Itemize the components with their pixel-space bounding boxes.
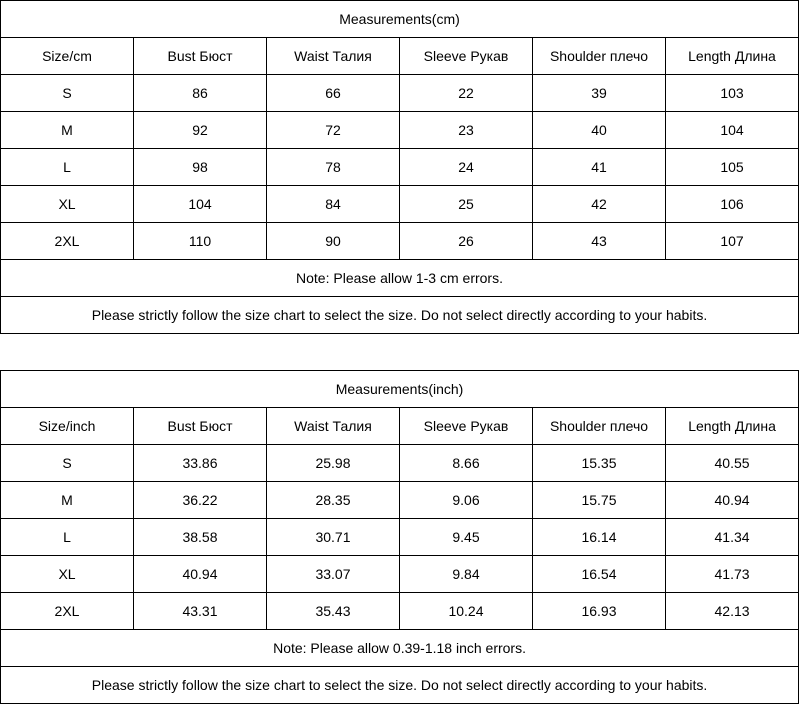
cell-length: 40.94	[666, 482, 799, 519]
table-header-row	[1, 38, 799, 75]
cell-sleeve: 25	[400, 186, 533, 223]
cell-bust: 110	[134, 223, 267, 260]
cell-waist: 30.71	[267, 519, 400, 556]
cell-shoulder: 16.93	[533, 593, 666, 630]
table-row	[1, 223, 799, 260]
cell-bust: 40.94	[134, 556, 267, 593]
cell-length: 41.73	[666, 556, 799, 593]
cell-shoulder: 39	[533, 75, 666, 112]
cell-size: S	[1, 75, 134, 112]
cell-bust: 33.86	[134, 445, 267, 482]
header-size: Size/cm	[1, 38, 134, 75]
cell-bust: 104	[134, 186, 267, 223]
header-bust: Bust Бюст	[134, 38, 267, 75]
table-instruction: Please strictly follow the size chart to select the size. Do not select directly according to your habits.	[1, 297, 799, 334]
cell-bust: 86	[134, 75, 267, 112]
table-note: Note: Please allow 1-3 cm errors.	[1, 260, 799, 297]
header-waist: Waist Талия	[267, 38, 400, 75]
cell-sleeve: 10.24	[400, 593, 533, 630]
cell-length: 104	[666, 112, 799, 149]
cell-waist: 28.35	[267, 482, 400, 519]
header-sleeve: Sleeve Рукав	[400, 408, 533, 445]
cell-bust: 38.58	[134, 519, 267, 556]
cell-sleeve: 9.06	[400, 482, 533, 519]
cell-sleeve: 24	[400, 149, 533, 186]
table-row	[1, 112, 799, 149]
cell-length: 106	[666, 186, 799, 223]
table-row	[1, 519, 799, 556]
cell-length: 40.55	[666, 445, 799, 482]
header-length: Length Длина	[666, 38, 799, 75]
cell-size: M	[1, 482, 134, 519]
table-title-row	[1, 1, 799, 38]
cell-length: 42.13	[666, 593, 799, 630]
cell-bust: 43.31	[134, 593, 267, 630]
cell-waist: 78	[267, 149, 400, 186]
header-shoulder: Shoulder плечо	[533, 38, 666, 75]
table-row	[1, 556, 799, 593]
table-note-row	[1, 630, 799, 667]
cell-size: L	[1, 519, 134, 556]
cell-sleeve: 8.66	[400, 445, 533, 482]
cell-shoulder: 15.75	[533, 482, 666, 519]
cell-waist: 90	[267, 223, 400, 260]
cell-length: 41.34	[666, 519, 799, 556]
cell-length: 105	[666, 149, 799, 186]
header-size: Size/inch	[1, 408, 134, 445]
cell-size: M	[1, 112, 134, 149]
cell-waist: 35.43	[267, 593, 400, 630]
header-length: Length Длина	[666, 408, 799, 445]
size-table-cm	[0, 0, 799, 334]
cell-shoulder: 43	[533, 223, 666, 260]
cell-waist: 84	[267, 186, 400, 223]
table-note-row	[1, 260, 799, 297]
header-waist: Waist Талия	[267, 408, 400, 445]
table-row	[1, 445, 799, 482]
cell-bust: 98	[134, 149, 267, 186]
table-header-row	[1, 408, 799, 445]
cell-waist: 25.98	[267, 445, 400, 482]
cell-shoulder: 42	[533, 186, 666, 223]
table-title: Measurements(cm)	[1, 1, 799, 38]
table-note: Note: Please allow 0.39-1.18 inch errors.	[1, 630, 799, 667]
header-sleeve: Sleeve Рукав	[400, 38, 533, 75]
table-row	[1, 186, 799, 223]
header-shoulder: Shoulder плечо	[533, 408, 666, 445]
cell-sleeve: 26	[400, 223, 533, 260]
header-bust: Bust Бюст	[134, 408, 267, 445]
cell-size: XL	[1, 186, 134, 223]
size-table-inch	[0, 370, 799, 704]
cell-size: 2XL	[1, 223, 134, 260]
cell-shoulder: 40	[533, 112, 666, 149]
cell-shoulder: 16.54	[533, 556, 666, 593]
cell-size: L	[1, 149, 134, 186]
table-instruction-row	[1, 297, 799, 334]
cell-waist: 72	[267, 112, 400, 149]
table-title-row	[1, 371, 799, 408]
cell-waist: 66	[267, 75, 400, 112]
table-instruction: Please strictly follow the size chart to select the size. Do not select directly according to your habits.	[1, 667, 799, 704]
table-row	[1, 75, 799, 112]
cell-sleeve: 9.84	[400, 556, 533, 593]
cell-shoulder: 16.14	[533, 519, 666, 556]
table-title: Measurements(inch)	[1, 371, 799, 408]
cell-size: S	[1, 445, 134, 482]
cell-size: XL	[1, 556, 134, 593]
cell-sleeve: 23	[400, 112, 533, 149]
cell-bust: 36.22	[134, 482, 267, 519]
table-row	[1, 593, 799, 630]
cell-shoulder: 41	[533, 149, 666, 186]
table-row	[1, 149, 799, 186]
cell-sleeve: 22	[400, 75, 533, 112]
cell-shoulder: 15.35	[533, 445, 666, 482]
table-instruction-row	[1, 667, 799, 704]
cell-length: 107	[666, 223, 799, 260]
cell-size: 2XL	[1, 593, 134, 630]
cell-bust: 92	[134, 112, 267, 149]
cell-sleeve: 9.45	[400, 519, 533, 556]
cell-length: 103	[666, 75, 799, 112]
table-row	[1, 482, 799, 519]
cell-waist: 33.07	[267, 556, 400, 593]
